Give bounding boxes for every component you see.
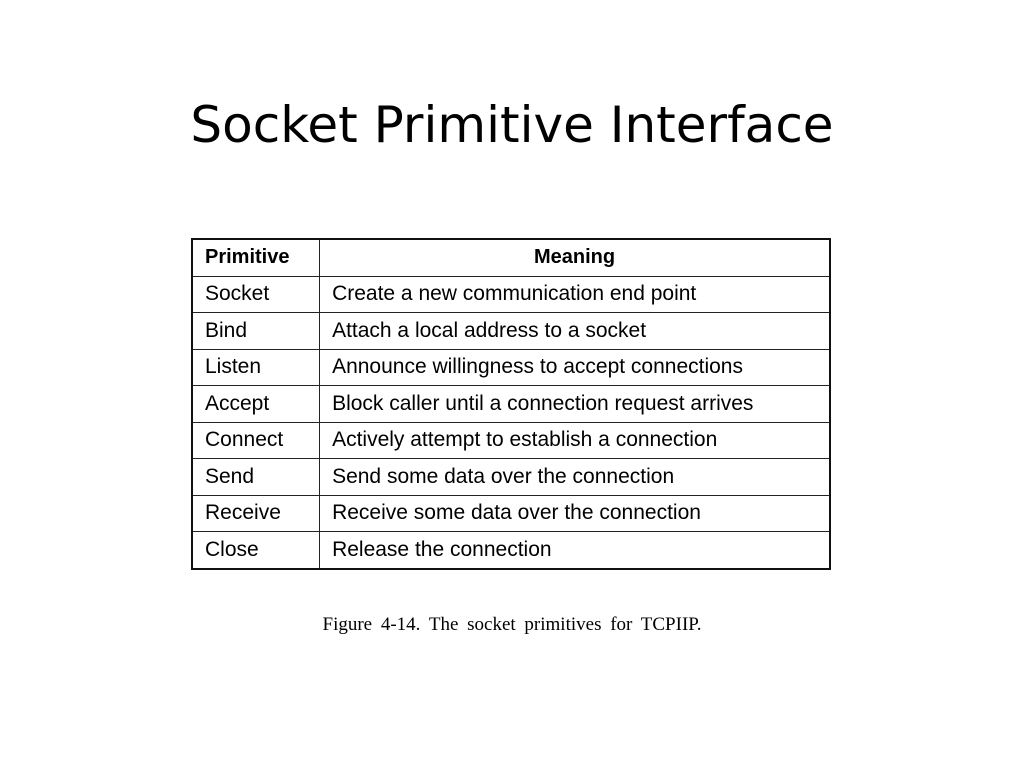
table-row <box>192 532 830 569</box>
meaning-cell: Attach a local address to a socket <box>320 313 830 350</box>
primitive-cell: Accept <box>192 386 320 423</box>
meaning-cell: Block caller until a connection request arrives <box>320 386 830 423</box>
meaning-cell: Actively attempt to establish a connection <box>320 422 830 459</box>
table-row <box>192 386 830 423</box>
table-header-row <box>192 239 830 276</box>
primitive-cell: Connect <box>192 422 320 459</box>
primitive-cell: Receive <box>192 495 320 532</box>
meaning-cell: Receive some data over the connection <box>320 495 830 532</box>
primitive-cell: Send <box>192 459 320 496</box>
primitive-cell: Bind <box>192 313 320 350</box>
primitive-cell: Listen <box>192 349 320 386</box>
table-row <box>192 276 830 313</box>
meaning-cell: Announce willingness to accept connections <box>320 349 830 386</box>
table-row <box>192 422 830 459</box>
table-row <box>192 313 830 350</box>
socket-primitives-table <box>191 238 831 570</box>
meaning-cell: Send some data over the connection <box>320 459 830 496</box>
table-row <box>192 495 830 532</box>
slide-title: Socket Primitive Interface <box>190 95 834 154</box>
primitive-cell: Close <box>192 532 320 569</box>
meaning-cell: Create a new communication end point <box>320 276 830 313</box>
table-row <box>192 459 830 496</box>
primitive-cell: Socket <box>192 276 320 313</box>
header-primitive: Primitive <box>192 239 320 276</box>
meaning-cell: Release the connection <box>320 532 830 569</box>
table-row <box>192 349 830 386</box>
socket-primitives-table-wrapper <box>191 238 833 570</box>
figure-caption: Figure 4-14. The socket primitives for TCPIIP. <box>322 614 702 635</box>
header-meaning: Meaning <box>320 239 830 276</box>
